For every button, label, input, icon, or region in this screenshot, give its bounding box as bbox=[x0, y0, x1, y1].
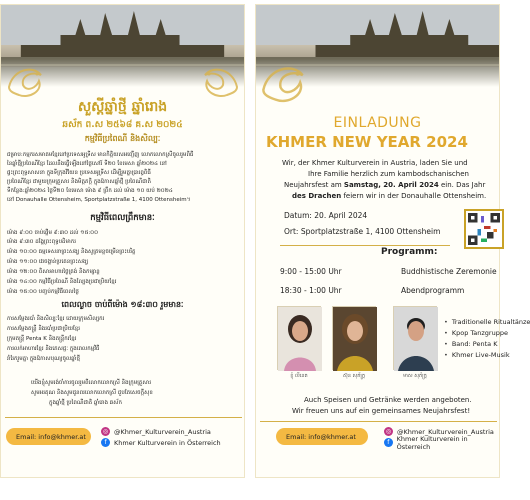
instagram-icon: ◎ bbox=[102, 428, 109, 435]
khmer-program-item: ម៉ោង ១២:០០ ពិសាអាហារថ្ងៃត្រង់ និងកម្សាន្ត bbox=[7, 269, 100, 275]
german-invitation-panel bbox=[255, 4, 530, 478]
qr-code[interactable] bbox=[464, 209, 504, 249]
khmer-program-item: ម៉ោង ១៥:០០ បញ្ចប់កម្មវិធីពេលថ្ងៃ bbox=[7, 289, 79, 295]
dragon-ornament bbox=[256, 53, 310, 107]
facebook-icon: f bbox=[101, 438, 110, 447]
act-item: • Traditionelle Ritualtänze bbox=[444, 318, 530, 329]
khmer-evening-item: ការសម្តែងតន្ត្រី និងរបាំប្រជាប្រិយខ្មែរ bbox=[7, 326, 80, 332]
artist-name: មាស សុភ័ក្ត្រ bbox=[403, 373, 427, 379]
program-title: Programm: bbox=[381, 247, 438, 257]
khmer-evening-title: ពេលល្ងាច ចាប់ពីម៉ោង ១៨:៣០ រួមមានៈ bbox=[61, 300, 184, 309]
divider bbox=[260, 421, 497, 422]
program-label: Buddhistische Zeremonie bbox=[401, 267, 497, 276]
khmer-title: សួស្តីឆ្នាំថ្មី ឆ្នាំរោង bbox=[77, 99, 168, 115]
khmer-intro-line: ជម្រាប:កម្មករសមាគមខ្មែរនៅប្រទេសអូទ្រីស មានកិត្តិយសអញ្ជើញ លោកលោកស្រីចូលរួមពិធី bbox=[7, 152, 194, 158]
facebook-link[interactable]: Khmer Kulturverein in Österreich bbox=[396, 434, 468, 451]
dragon-year-bold: des Drachen bbox=[292, 192, 342, 200]
khmer-program-item: ម៉ោង ១១:០០ វេរចង្ហាន់ប្រគេនព្រះសង្ឃ bbox=[7, 259, 89, 265]
event-date-bold: Samstag, 20. April 2024 bbox=[343, 181, 439, 189]
khmer-invitation-panel bbox=[0, 4, 245, 478]
khmer-closing-line: ក្នុងឆ្នាំថ្មី ប្រពៃណីជាតិ ឆ្នាំរោង ឆស័ក bbox=[49, 400, 122, 406]
dragon-ornament bbox=[3, 57, 47, 101]
intro-line: Ihre Familie herzlich zum kambodschanischen bbox=[308, 170, 469, 178]
dragon-ornament bbox=[199, 57, 243, 101]
khmer-intro-line: ផ្ទះព្រះពុទ្ធសាសនា ក្នុងទីក្រុងវីយែន ប្រទេសអូទ្រីស ដើម្បីរួមគ្នាប្រារព្ធពិធី bbox=[7, 170, 151, 176]
khmer-year-line: ឆស័ក ព.ស ២៥៦៨ គ.ស ២០២៤ bbox=[62, 120, 183, 130]
khmer-closing-line: យើងខ្ញុំសូមរង់ចាំការចូលរួមពីលោកលោកស្រី និងក្រុមគ្រួសារ bbox=[31, 380, 152, 386]
social-links bbox=[384, 426, 499, 451]
artist-photo bbox=[393, 306, 437, 370]
artist-photo bbox=[277, 306, 321, 370]
event-place: Ort: Sportplatzstraße 1, 4100 Ottensheim bbox=[284, 227, 441, 236]
khmer-evening-item: ការសម្តែងរបាំ និងសិល្បៈខ្មែរ ដោយក្រុមសិល្បករ bbox=[7, 316, 105, 322]
facebook-icon: f bbox=[384, 438, 393, 447]
khmer-program-title: កម្មវិធីពេលព្រឹកមានៈ bbox=[90, 213, 155, 223]
program-time: 9:00 - 15:00 Uhr bbox=[280, 267, 342, 276]
facebook-link[interactable]: Khmer Kulturverein in Österreich bbox=[114, 438, 221, 447]
intro-line: Neujahrsfest am Samstag, 20. April 2024 ein. Das Jahr bbox=[284, 181, 486, 189]
divider bbox=[5, 417, 242, 418]
email-link[interactable]: Email: info@khmer.at bbox=[6, 428, 91, 445]
khmer-program-item: ម៉ោង ១៤:០០ កម្មវិធីប្រពៃណី និងល្បែងប្រជាប្រិយខ្មែរ bbox=[7, 279, 117, 285]
khmer-intro-line: នៅ Donauhalle Ottensheim, Sportplatzstraße 1, 4100 Ottensheim។ bbox=[7, 197, 191, 203]
khmer-subtitle: កម្មវិធីប្រពៃណី និងសិល្បៈ bbox=[84, 134, 161, 143]
artist-photo bbox=[332, 306, 376, 370]
instagram-link[interactable]: @Khmer_Kulturverein_Austria bbox=[114, 427, 211, 436]
intro-line: des Drachen feiern wir in der Donauhalle Ottensheim. bbox=[292, 192, 487, 200]
khmer-intro-line: ទីកន្លែង:ឆ្នាំ២០២៤ ថ្ងៃទី២០ ខែមេសា ម៉ោង ៩ ព្រឹក ដល់ ម៉ោង ១០ យប់ ២០២៤ bbox=[7, 188, 173, 194]
closing-line: Auch Speisen und Getränke werden angeboten. bbox=[304, 396, 472, 404]
instagram-link[interactable]: @Khmer_Kulturverein_Austria bbox=[397, 427, 494, 436]
program-time: 18:30 - 1:00 Uhr bbox=[280, 286, 342, 295]
instagram-icon: ◎ bbox=[385, 428, 392, 435]
khmer-closing-line: សូមអរគុណ និងសូមជូនពរលោកលោកស្រី ជួបតែសេចក្តីសុខ bbox=[31, 390, 153, 396]
acts-list bbox=[444, 318, 530, 362]
artist-name: ស៊ុន សុភ័ក្ត្រ bbox=[342, 373, 366, 379]
event-date: Datum: 20. April 2024 bbox=[284, 211, 368, 220]
khmer-program-item: ម៉ោង ៩:០០ ចាប់ផ្តើម ៩:៣០ ដល់ ១៥:០០ bbox=[7, 230, 98, 236]
intro-line: Wir, der Khmer Kulturverein in Austria, laden Sie und bbox=[282, 159, 468, 167]
khmer-evening-item: ការលក់អាហារខ្មែរ និងភេសជ្ជៈ ក្នុងពេលកម្មវិធី bbox=[7, 346, 100, 352]
khmer-intro-line: នៃឆ្នាំថ្មីប្រពៃណីខ្មែរ ដែលនឹងធ្វើឡើងនៅថ្ងៃសៅរ៍ ទី២០ ខែមេសា ឆ្នាំ២០២៤ នៅ bbox=[7, 161, 167, 167]
event-title: KHMER NEW YEAR 2024 bbox=[266, 133, 468, 151]
khmer-program-item: ម៉ោង ១០:០០ ធម្មទេសនាព្រះសង្ឃ និងសូត្រមន្តចម្រើនព្រះបរិត្ត bbox=[7, 249, 136, 255]
divider bbox=[280, 245, 450, 246]
act-item: • Khmer Live-Musik bbox=[444, 351, 530, 362]
khmer-evening-item: រាំរែករួមគ្នា ក្នុងឱកាសបុណ្យចូលឆ្នាំថ្មី bbox=[7, 356, 80, 362]
social-links bbox=[101, 426, 221, 448]
khmer-intro-line: ប្រពៃណីខ្មែរ ជាមួយក្រុមគ្រួសារ និងមិត្តភក្តិ ក្នុងឱកាសឆ្នាំថ្មី ប្រពៃណីជាតិ bbox=[7, 179, 151, 185]
artist-name: ខ្ញុំ លីនេត bbox=[290, 373, 308, 379]
program-label: Abendprogramm bbox=[401, 286, 465, 295]
invitation-title: EINLADUNG bbox=[333, 115, 422, 131]
khmer-program-item: ម៉ោង ៩:៣០ ដង្ហែព្រះពុទ្ធបដិមាករ bbox=[7, 239, 77, 245]
khmer-evening-item: ក្រុមតន្ត្រី Penta K និងតន្ត្រីករខ្មែរ bbox=[7, 336, 77, 342]
closing-line: Wir freuen uns auf ein gemeinsames Neujahrsfest! bbox=[292, 407, 471, 415]
act-item: • Kpop Tanzgruppe bbox=[444, 329, 530, 340]
email-link[interactable]: Email: info@khmer.at bbox=[276, 428, 368, 445]
act-item: • Band: Penta K bbox=[444, 340, 530, 351]
